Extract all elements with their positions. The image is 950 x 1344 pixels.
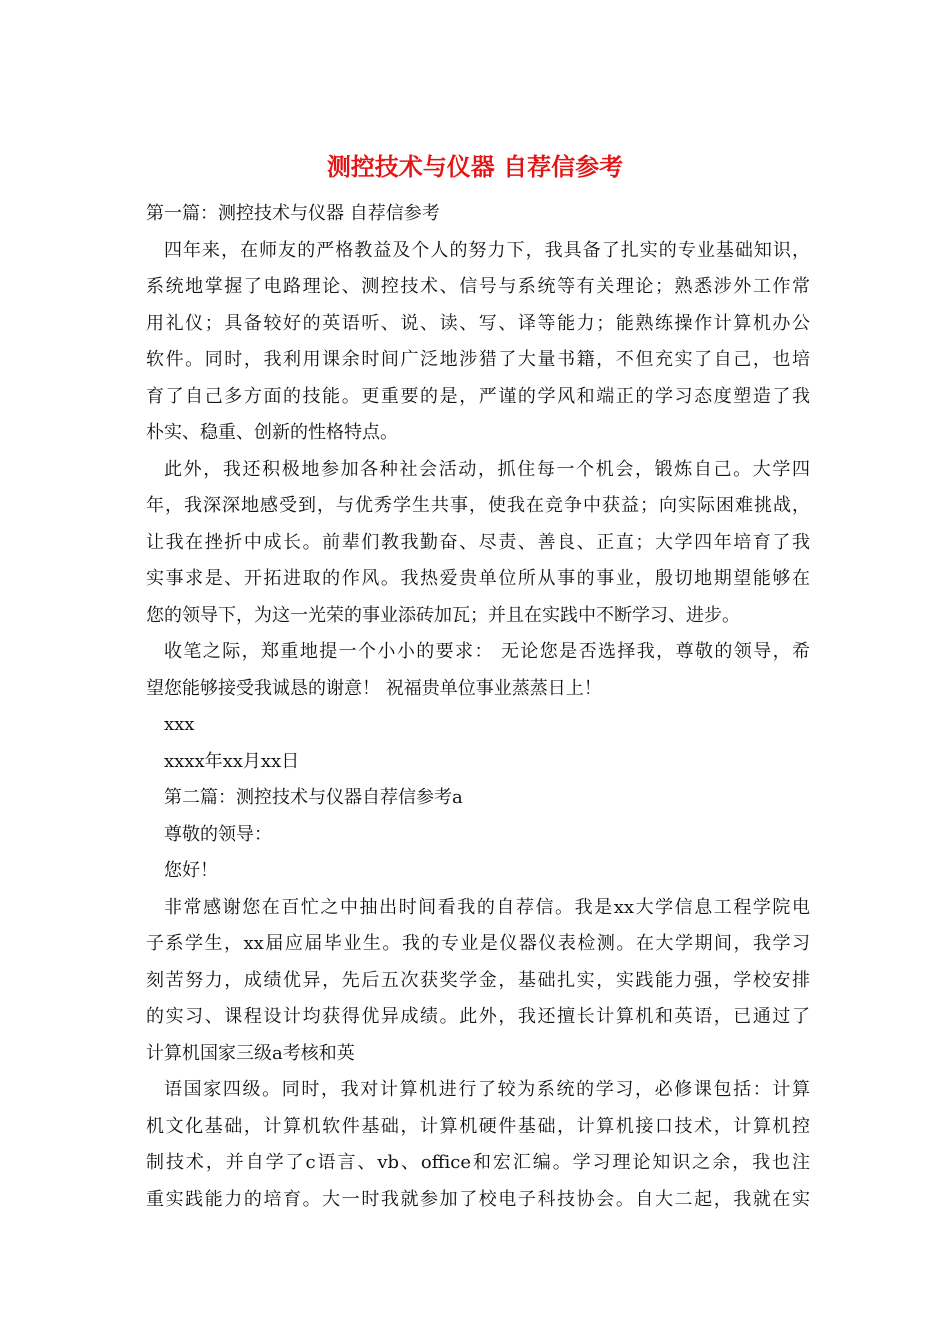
document-body — [146, 196, 810, 1218]
text-line: xxx — [164, 714, 195, 735]
text-line: 的实习、课程设计均获得优异成绩。此外，我还擅长计算机和英语，已通过了 — [146, 1006, 810, 1027]
text-line: 您的领导下，为这一光荣的事业添砖加瓦；并且在实践中不断学习、进步。 — [146, 604, 740, 626]
text-line: xxxx年xx月xx日 — [164, 750, 300, 772]
text-line: 您好！ — [164, 860, 218, 881]
text-line: 非常感谢您在百忙之中抽出时间看我的自荐信。我是xx大学信息工程学院电 — [164, 896, 810, 918]
text-line: 此外，我还积极地参加各种社会活动，抓住每一个机会，锻炼自己。大学四 — [164, 458, 810, 480]
text-line: 系统地掌握了电路理论、测控技术、信号与系统等有关理论；熟悉涉外工作常 — [146, 276, 810, 297]
text-line: 望您能够接受我诚恳的谢意！ 祝福贵单位事业蒸蒸日上！ — [146, 677, 602, 699]
text-line: 子系学生，xx届应届毕业生。我的专业是仪器仪表检测。在大学期间，我学习 — [146, 933, 810, 954]
text-line: 第二篇：测控技术与仪器自荐信参考a — [164, 787, 463, 808]
text-line: 四年来，在师友的严格教益及个人的努力下，我具备了扎实的专业基础知识， — [164, 239, 810, 261]
text-line: 软件。同时，我利用课余时间广泛地涉猎了大量书籍，不但充实了自己，也培 — [146, 349, 810, 370]
text-line: 朴实、稳重、创新的性格特点。 — [146, 422, 398, 443]
text-line: 育了自己多方面的技能。更重要的是，严谨的学风和端正的学习态度塑造了我 — [146, 385, 810, 407]
text-line: 重实践能力的培育。大一时我就参加了校电子科技协会。自大二起，我就在实 — [146, 1188, 810, 1210]
text-line: 刻苦努力，成绩优异，先后五次获奖学金，基础扎实，实践能力强，学校安排 — [146, 969, 810, 991]
text-line: 尊敬的领导： — [164, 823, 272, 845]
text-line: 语国家四级。同时，我对计算机进行了较为系统的学习，必修课包括：计算 — [164, 1079, 810, 1100]
document-title: 测控技术与仪器 自荐信参考 — [326, 152, 624, 181]
text-line: 第一篇：测控技术与仪器 自荐信参考 — [146, 203, 440, 224]
text-line: 让我在挫折中成长。前辈们教我勤奋、尽责、善良、正直；大学四年培育了我 — [146, 531, 810, 553]
text-line: 实事求是、开拓进取的作风。我热爱贵单位所从事的事业，殷切地期望能够在 — [146, 568, 810, 589]
text-line: 计算机国家三级a考核和英 — [146, 1042, 355, 1064]
text-line: 制技术，并自学了c语言、vb、office和宏汇编。学习理论知识之余，我也注 — [146, 1152, 810, 1173]
text-line: 用礼仪；具备较好的英语听、说、读、写、译等能力；能熟练操作计算机办公 — [146, 312, 810, 334]
text-line: 机文化基础，计算机软件基础，计算机硬件基础，计算机接口技术，计算机控 — [146, 1115, 810, 1137]
text-line: 年，我深深地感受到，与优秀学生共事，使我在竞争中获益；向实际困难挑战， — [146, 495, 810, 516]
text-line: 收笔之际，郑重地提一个小小的要求： 无论您是否选择我，尊敬的领导，希 — [164, 641, 810, 662]
